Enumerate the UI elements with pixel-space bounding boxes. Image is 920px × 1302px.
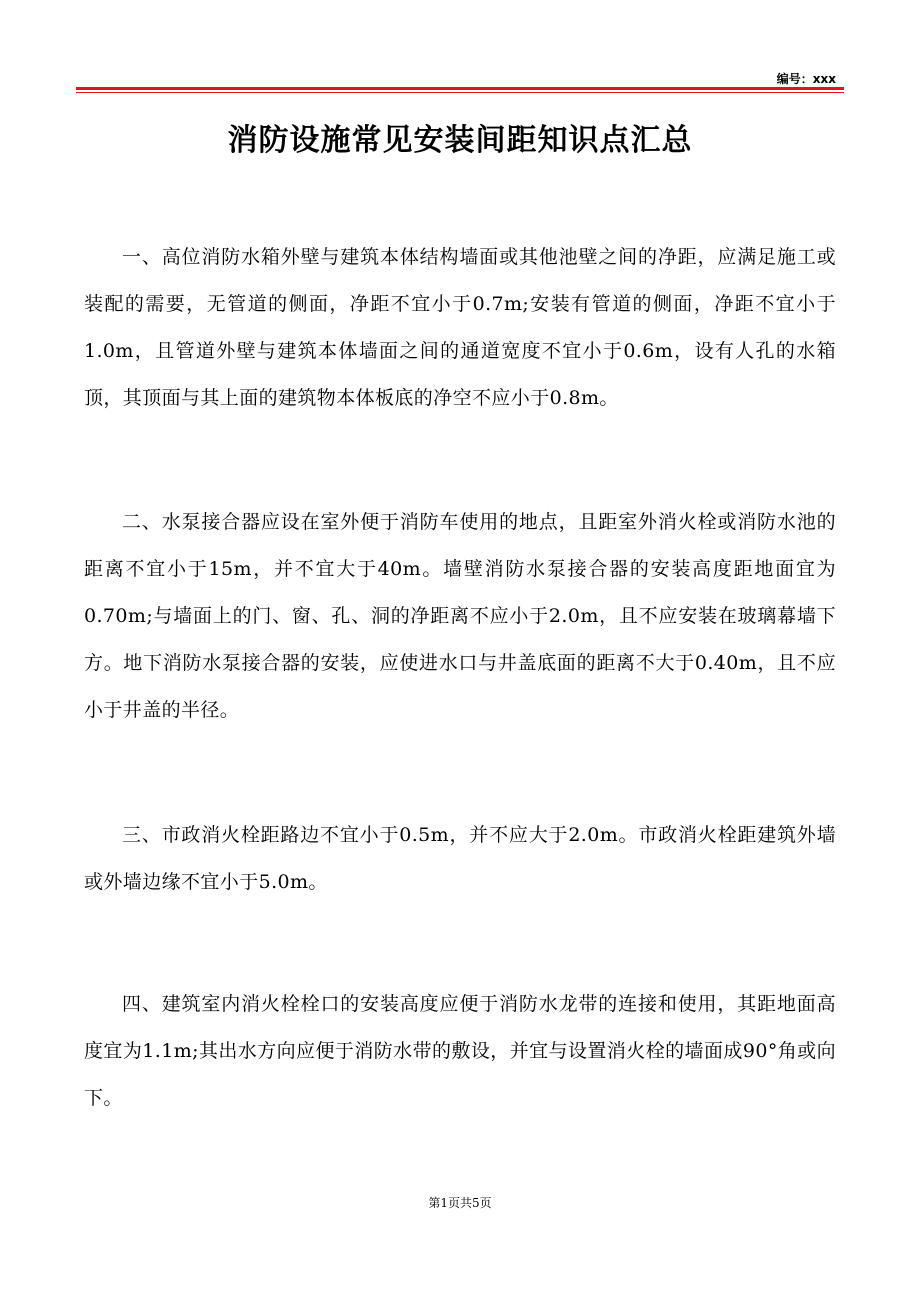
page-footer: 第1页共5页 bbox=[428, 1196, 492, 1210]
paragraph-1: 一、高位消防水箱外壁与建筑本体结构墙面或其他池壁之间的净距，应满足施工或装配的需要，无管道的侧面，净距不宜小于0.7m;安装有管道的侧面，净距不宜小于1.0m，且管道外壁与建筑本体墙面之间的通道宽度不宜小于0.6m，设有人孔的水箱顶，其顶面与其上面的建筑物本体板底的净空不应小于0.8m。 bbox=[84, 246, 836, 409]
document-title: 消防设施常见安装间距知识点汇总 bbox=[227, 123, 693, 158]
doc-number: 编号：xxx bbox=[776, 72, 836, 86]
paragraph-4: 四、建筑室内消火栓栓口的安装高度应便于消防水龙带的连接和使用，其距地面高度宜为1.1m;其出水方向应便于消防水带的敷设，并宜与设置消火栓的墙面成90°角或向下。 bbox=[84, 993, 836, 1109]
header-rule-thin bbox=[76, 92, 844, 93]
paragraph-3: 三、市政消火栓距路边不宜小于0.5m，并不应大于2.0m。市政消火栓距建筑外墙或外墙边缘不宜小于5.0m。 bbox=[84, 824, 836, 893]
header-rule-thick bbox=[76, 87, 844, 90]
paragraph-2: 二、水泵接合器应设在室外便于消防车使用的地点，且距室外消火栓或消防水池的距离不宜小于15m，并不宜大于40m。墙壁消防水泵接合器的安装高度距地面宜为0.70m;与墙面上的门、窗、孔、洞的净距离不应小于2.0m，且不应安装在玻璃幕墙下方。地下消防水泵接合器的安装，应使进水口与井盖底面的距离不大于0.40m，且不应小于井盖的半径。 bbox=[84, 511, 836, 721]
